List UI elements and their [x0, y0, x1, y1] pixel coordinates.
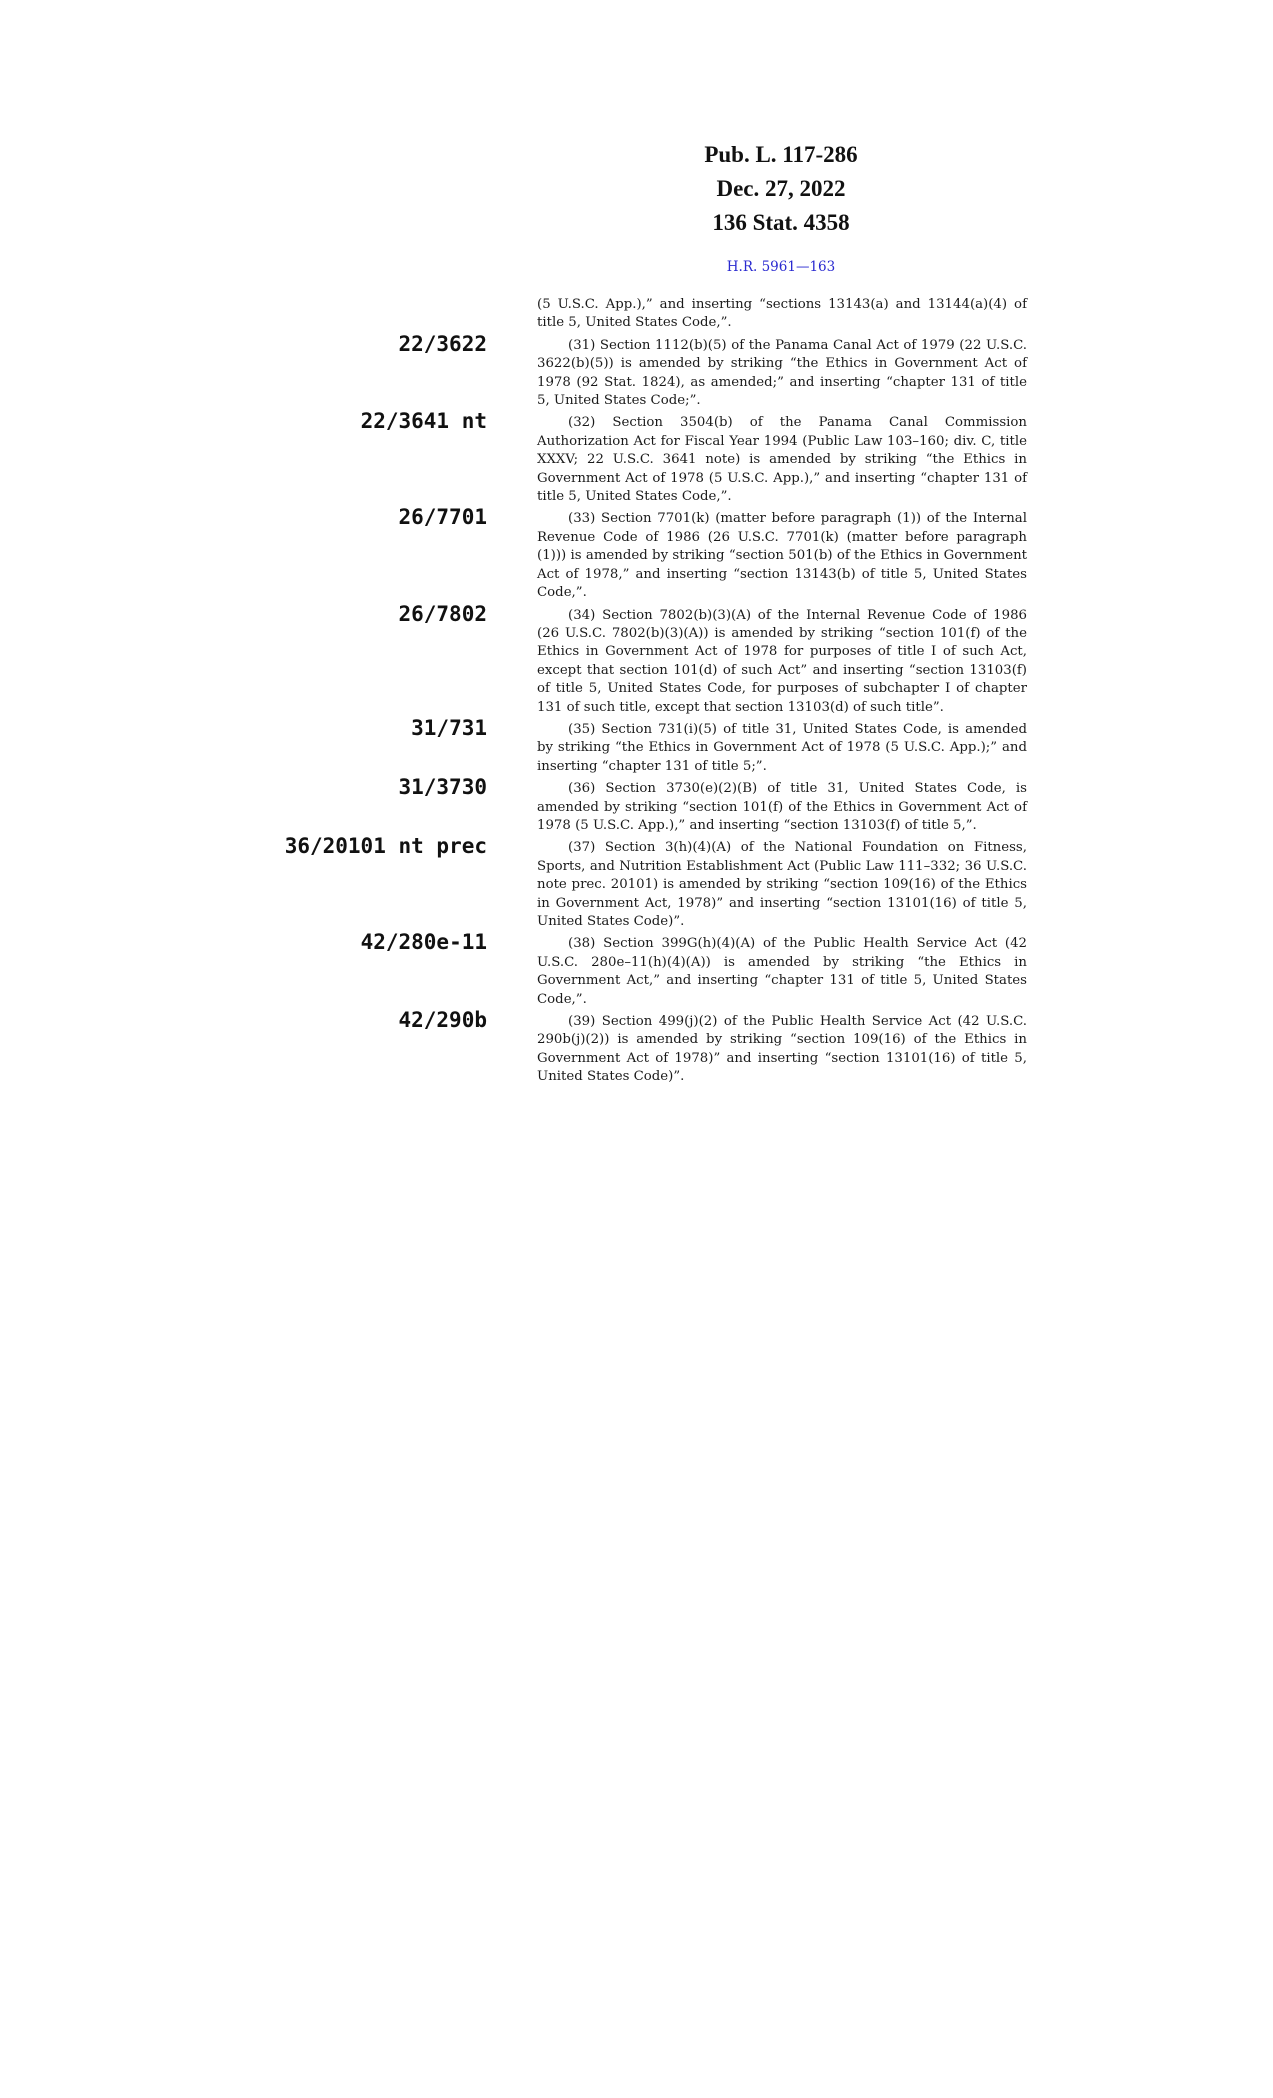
margin-citation: 22/3622 [398, 331, 487, 356]
document-body [284, 296, 1027, 1091]
paragraph-35 [411, 715, 1027, 776]
paragraph-continuation [537, 296, 1027, 333]
margin-citation: 42/280e-11 [360, 930, 487, 955]
paragraph-36 [398, 775, 1027, 835]
paragraph-text: (39) Section 499(j)(2) of the Public Health Service Act (42 U.S.C. 290b(j)(2)) is amended by striking “section 109(16) of the Ethics in Government Act of 1978)” and inserting “section 13101(16) of title 5, United States Code)”. [537, 1014, 1027, 1085]
paragraph-39 [398, 1008, 1027, 1087]
margin-citation: 31/3730 [398, 775, 487, 800]
paragraph-32 [360, 409, 1027, 506]
margin-citation: 26/7802 [398, 601, 487, 626]
paragraph-text: (38) Section 399G(h)(4)(A) of the Public Health Service Act (42 U.S.C. 280e–11(h)(4)(A)) is amended by striking “the Ethics in Government Act,” and inserting “chapter 131 of title 5, United States Code,”. [537, 936, 1027, 1007]
paragraph-text: (5 U.S.C. App.),” and inserting “sections 13143(a) and 13144(a)(4) of title 5, United States Code,”. [537, 297, 1027, 331]
paragraph-text: (33) Section 7701(k) (matter before paragraph (1)) of the Internal Revenue Code of 1986 (26 U.S.C. 7701(k) (matter before paragraph (1))) is amended by striking “section 501(b) of the Ethics in Government Act of 1978,” and inserting “section 13143(b) of title 5, United States Code,”. [537, 511, 1027, 601]
statute-citation: 136 Stat. 4358 [712, 210, 850, 235]
bill-page-link[interactable]: H.R. 5961—163 [726, 259, 836, 275]
paragraph-text: (37) Section 3(h)(4)(A) of the National Foundation on Fitness, Sports, and Nutrition Establishment Act (Public Law 111–332; 36 U.S.C. note prec. 20101) is amended by striking “section 109(16) of the Ethics in Government Act, 1978)” and inserting “section 13101(16) of title 5, United States Code)”. [537, 840, 1027, 929]
paragraph-34 [398, 601, 1027, 717]
margin-citation: 31/731 [411, 715, 487, 740]
paragraph-text: (31) Section 1112(b)(5) of the Panama Canal Act of 1979 (22 U.S.C. 3622(b)(5)) is amended by striking “the Ethics in Government Act of 1978 (92 Stat. 1824), as amended;” and inserting “chapter 131 of title 5, United States Code;”. [537, 337, 1027, 409]
margin-citation: 22/3641 nt [360, 409, 487, 434]
margin-citation: 26/7701 [398, 505, 487, 530]
margin-citation: 36/20101 nt prec [284, 834, 487, 859]
paragraph-text: (36) Section 3730(e)(2)(B) of title 31, United States Code, is amended by striking “section 101(f) of the Ethics in Government Act of 1978 (5 U.S.C. App.),” and inserting “section 13103(f) of title 5,”. [537, 781, 1027, 833]
paragraph-text: (32) Section 3504(b) of the Panama Canal Commission Authorization Act for Fiscal Year 1994 (Public Law 103–160; div. C, title XXXV; 22 U.S.C. 3641 note) is amended by striking “the Ethics in Government Act of 1978 (5 U.S.C. App.),” and inserting “chapter 131 of title 5, United States Code,”. [537, 415, 1027, 505]
margin-citation: 42/290b [398, 1008, 487, 1033]
paragraph-text: (35) Section 731(i)(5) of title 31, United States Code, is amended by striking “the Ethics in Government Act of 1978 (5 U.S.C. App.);” and inserting “chapter 131 of title 5;”. [537, 721, 1027, 774]
paragraph-37 [284, 834, 1027, 931]
paragraph-text: (34) Section 7802(b)(3)(A) of the Internal Revenue Code of 1986 (26 U.S.C. 7802(b)(3)(A)) is amended by striking “section 101(f) of the Ethics in Government Act of 1978 for purposes of title I of such Act, except that section 101(d) of such Act” and inserting “section 13103(f) of title 5, United States Code, for purposes of subchapter I of chapter 131 of such title, except that section 13103(d) of such title”. [537, 607, 1027, 715]
page-header [566, 138, 996, 276]
paragraph-38 [360, 930, 1027, 1009]
paragraph-33 [398, 505, 1027, 602]
public-law-number: Pub. L. 117-286 [704, 142, 858, 167]
paragraph-31 [398, 331, 1027, 411]
enactment-date: Dec. 27, 2022 [716, 176, 846, 201]
